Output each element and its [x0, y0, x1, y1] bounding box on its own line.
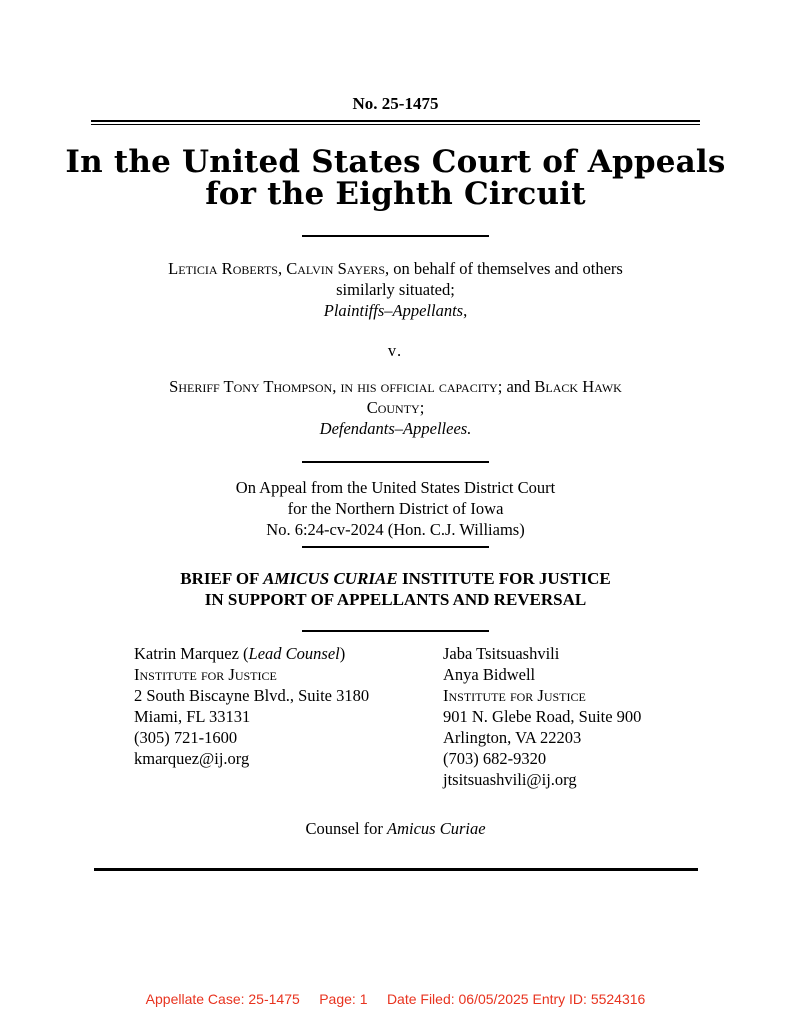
counsel-left-name: Katrin Marquez	[134, 644, 239, 663]
versus: v.	[387, 341, 404, 360]
plaintiff-name-1: Leticia Roberts	[168, 259, 278, 278]
plaintiffs-description-2: similarly situated;	[336, 280, 455, 299]
court-title	[0, 146, 791, 210]
counsel-left-role: Lead Counsel	[248, 644, 340, 663]
defendant-name-1: Sheriff Tony Thompson	[169, 377, 333, 396]
counsel-for-amicus: Amicus Curiae	[387, 819, 486, 838]
counsel-left-address1: 2 South Biscayne Blvd., Suite 3180	[134, 686, 370, 705]
appeal-line-2: for the Northern District of Iowa	[287, 499, 504, 518]
plaintiffs-block: Leticia Roberts, Calvin Sayers, on behalf of themselves and others similarly situated; Plaintiffs–Appellants,	[0, 258, 791, 321]
filing-stamp	[0, 991, 791, 1007]
appeal-line-1: On Appeal from the United States District Court	[235, 478, 556, 497]
top-double-rule	[91, 120, 700, 125]
stamp-filed: Date Filed: 06/05/2025 Entry ID: 5524316	[386, 991, 646, 1007]
counsel-right-phone: (703) 682-9320	[443, 749, 547, 768]
divider-rule-1	[302, 235, 489, 237]
counsel-left-phone: (305) 721-1600	[134, 728, 238, 747]
court-title-line2: for the Eighth Circuit	[205, 176, 586, 212]
plaintiff-name-2: Calvin Sayers	[286, 259, 386, 278]
bottom-rule	[94, 868, 698, 871]
court-title-line1: In the United States Court of Appeals	[65, 144, 726, 180]
counsel-right-block	[443, 643, 641, 790]
defendants-block: Sheriff Tony Thompson, in his official capacity; and Black Hawk County; Defendants–Appellees.	[0, 376, 791, 439]
defendant-name-2b: County	[366, 398, 420, 417]
divider-rule-3	[302, 546, 489, 548]
case-number: No. 25-1475	[352, 94, 439, 113]
plaintiffs-role: Plaintiffs–Appellants	[323, 301, 464, 320]
counsel-for: Counsel for Amicus Curiae	[305, 819, 486, 838]
brief-amicus: AMICUS CURIAE	[263, 569, 398, 588]
defendant-capacity: in his official capacity	[340, 377, 498, 396]
counsel-right-address2: Arlington, VA 22203	[443, 728, 582, 747]
appeal-block	[0, 477, 791, 540]
counsel-right-name2: Anya Bidwell	[443, 665, 536, 684]
defendant-name-2: Black Hawk	[534, 377, 622, 396]
counsel-left-address2: Miami, FL 33131	[134, 707, 251, 726]
stamp-page: Page: 1	[319, 991, 368, 1007]
counsel-right-address1: 901 N. Glebe Road, Suite 900	[443, 707, 642, 726]
counsel-right-name1: Jaba Tsitsuashvili	[443, 644, 560, 663]
defendants-role: Defendants–Appellees.	[319, 419, 472, 438]
counsel-left-block: Katrin Marquez (Lead Counsel) Institute for Justice 2 South Biscayne Blvd., Suite 3180 Miami, FL 33131 (305) 721-1600 kmarquez@ij.org	[134, 644, 370, 768]
counsel-left-email: kmarquez@ij.org	[134, 749, 250, 768]
counsel-right-org: Institute for Justice	[443, 686, 586, 705]
counsel-right-email: jtsitsuashvili@ij.org	[443, 770, 577, 789]
stamp-case: Appellate Case: 25-1475	[145, 991, 300, 1007]
plaintiffs-description: on behalf of themselves and others	[393, 259, 623, 278]
appeal-line-3: No. 6:24-cv-2024 (Hon. C.J. Williams)	[266, 520, 525, 539]
divider-rule-2	[302, 461, 489, 463]
divider-rule-4	[302, 630, 489, 632]
counsel-left-org: Institute for Justice	[134, 665, 277, 684]
brief-title-line2: IN SUPPORT OF APPELLANTS AND REVERSAL	[204, 590, 587, 609]
brief-title: BRIEF OF AMICUS CURIAE INSTITUTE FOR JUSTICE IN SUPPORT OF APPELLANTS AND REVERSAL	[0, 568, 791, 610]
